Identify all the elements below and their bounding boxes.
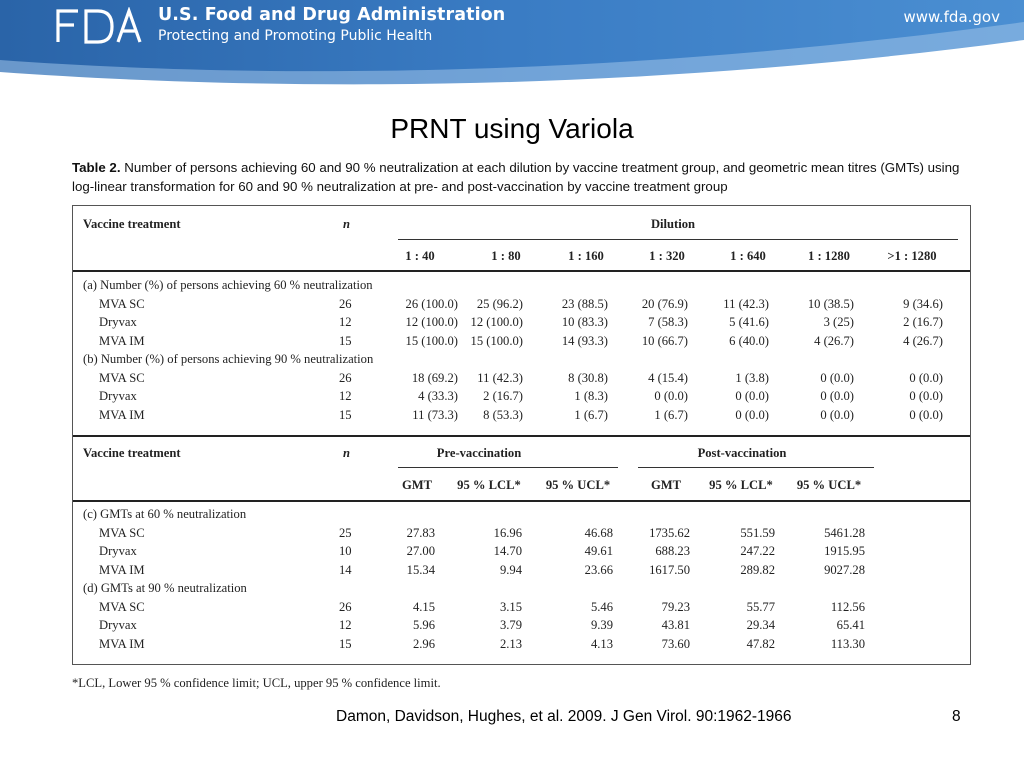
table-cell: 2 (16.7) [903,315,943,329]
table-cell: 1 (6.7) [654,407,688,422]
row-label: Dryvax [99,544,137,558]
table-cell: 1915.95 [824,544,865,558]
table-cell: 43.81 [661,618,690,632]
table-cell: 25 (96.2) [476,296,523,311]
table-cell: 47.82 [746,636,775,651]
row-label: MVA SC [99,525,145,540]
row-n: 26 [339,370,352,385]
table-cell: 9.39 [590,618,613,632]
table-cell: 46.68 [584,525,613,540]
column-header: 95 % LCL* [457,478,521,492]
table-cell: 1 (6.7) [574,407,608,422]
table-cell: 2.13 [499,636,522,651]
table-cell: 12 (100.0) [470,315,523,329]
column-header-vaccine: Vaccine treatment [83,446,181,460]
table-cell: 4.15 [412,599,435,614]
table-caption [72,158,972,196]
column-header: 95 % LCL* [709,478,773,492]
table-cell: 551.59 [740,525,775,540]
table-cell: 4 (15.4) [648,370,688,385]
table-cell: 15 (100.0) [405,333,458,348]
table-cell: 0 (0.0) [909,370,943,385]
table-cell: 65.41 [836,618,865,632]
column-group-dilution: Dilution [650,217,696,231]
table-cell: 1 (3.8) [735,370,769,385]
table-cell: 6 (40.0) [729,333,769,348]
column-header: GMT [401,478,433,492]
table-cell: 0 (0.0) [909,389,943,403]
row-n: 25 [339,525,352,540]
column-header-n: n [343,446,351,460]
column-header: 95 % UCL* [796,478,862,492]
column-group-post: Post-vaccination [697,446,787,460]
row-label: MVA SC [99,296,145,311]
table-cell: 29.34 [746,618,775,632]
column-header: 1 : 640 [730,249,766,263]
post-underline [638,467,874,468]
row-label: Dryvax [99,618,137,632]
row-n: 26 [339,296,352,311]
row-label: MVA IM [99,636,145,651]
table-cell: 14 (93.3) [561,333,608,348]
table-cell: 3 (25) [823,315,854,329]
table-cell: 5.46 [590,599,613,614]
header-banner [0,0,1024,95]
row-label: Dryvax [99,389,137,403]
row-n: 12 [339,389,352,403]
table-cell: 12 (100.0) [405,315,458,329]
dilution-underline [398,239,958,240]
header-rule [73,500,970,502]
row-n: 15 [339,333,352,348]
table-footnote: *LCL, Lower 95 % confidence limit; UCL, upper 95 % confidence limit. [72,676,441,690]
table-cell: 14.70 [493,544,522,558]
table-cell: 23.66 [584,562,613,577]
row-n: 26 [339,599,352,614]
table-cell: 11 (73.3) [412,407,458,422]
table-cell: 0 (0.0) [654,389,688,403]
table-cell: 1617.50 [649,562,690,577]
table-cell: 15 (100.0) [470,333,523,348]
data-table [72,205,971,665]
table-cell: 2.96 [412,636,435,651]
table-cell: 10 (83.3) [561,315,608,329]
table-cell: 73.60 [661,636,690,651]
row-label: MVA SC [99,370,145,385]
table-cell: 2 (16.7) [483,389,523,403]
banner-background [0,0,1024,95]
row-n: 14 [339,562,352,577]
table-cell: 11 (42.3) [477,370,523,385]
row-label: MVA IM [99,333,145,348]
section-label: (a) Number (%) of persons achieving 60 % neutralization [83,278,373,292]
table-cell: 9 (34.6) [903,296,943,311]
column-header: 1 : 1280 [808,249,850,263]
table-cell: 112.56 [830,599,865,614]
table-cell: 55.77 [746,599,775,614]
citation: Damon, Davidson, Hughes, et al. 2009. J Gen Virol. 90:1962-1966 [336,708,792,725]
row-label: MVA IM [99,407,145,422]
table-cell: 0 (0.0) [820,370,854,385]
section-label: (c) GMTs at 60 % neutralization [83,507,247,521]
column-group-pre: Pre-vaccination [436,446,522,460]
table-cell: 10 (66.7) [641,333,688,348]
agency-tagline: Protecting and Promoting Public Health [158,28,433,44]
column-header: 1 : 80 [491,249,521,263]
table-cell: 27.83 [406,525,435,540]
row-n: 15 [339,407,352,422]
table-cell: 49.61 [584,544,613,558]
column-header: 1 : 160 [568,249,604,263]
site-url[interactable]: www.fda.gov [903,8,1000,26]
table-cell: 27.00 [406,544,435,558]
fda-logo [54,7,146,45]
row-n: 12 [339,315,352,329]
table-cell: 113.30 [830,636,865,651]
table-cell: 247.22 [740,544,775,558]
row-label: Dryvax [99,315,137,329]
table-cell: 11 (42.3) [723,296,769,311]
table-cell: 5.96 [412,618,435,632]
table-cell: 1 (8.3) [574,389,608,403]
table-cell: 0 (0.0) [735,389,769,403]
table-cell: 3.15 [499,599,522,614]
table-cell: 4.13 [590,636,613,651]
pre-underline [398,467,618,468]
table-cell: 18 (69.2) [411,370,458,385]
table-cell: 5 (41.6) [729,315,769,329]
column-header-vaccine: Vaccine treatment [83,217,181,231]
table-cell: 0 (0.0) [909,407,943,422]
table-cell: 1735.62 [649,525,690,540]
table-cell: 10 (38.5) [807,296,854,311]
header-rule [73,270,970,272]
caption-label: Table 2. [72,160,121,175]
section-label: (b) Number (%) of persons achieving 90 % neutralization [83,352,374,366]
column-header: 95 % UCL* [545,478,611,492]
column-header: 1 : 40 [405,249,435,263]
column-header: 1 : 320 [649,249,685,263]
table-cell: 79.23 [661,599,690,614]
table-cell: 0 (0.0) [820,407,854,422]
column-header: GMT [650,478,682,492]
table-cell: 9.94 [499,562,522,577]
table-cell: 8 (30.8) [568,370,608,385]
row-n: 10 [339,544,352,558]
table-cell: 4 (26.7) [903,333,943,348]
table-cell: 0 (0.0) [735,407,769,422]
caption-text: Number of persons achieving 60 and 90 % neutralization at each dilution by vaccine treatment group, and geometric mean titres (GMTs) using log-linear transformation for 60 and 90 % neutralization at pre- and post-vaccination by vaccine treatment group [72,160,960,194]
table-cell: 23 (88.5) [561,296,608,311]
table-cell: 16.96 [493,525,522,540]
page-number: 8 [952,708,961,725]
table-cell: 4 (26.7) [814,333,854,348]
column-header: >1 : 1280 [887,249,937,263]
row-label: MVA IM [99,562,145,577]
row-n: 15 [339,636,352,651]
row-n: 12 [339,618,352,632]
section-label: (d) GMTs at 90 % neutralization [83,581,247,595]
agency-name: U.S. Food and Drug Administration [158,5,506,25]
table-cell: 15.34 [406,562,435,577]
table-cell: 7 (58.3) [648,315,688,329]
table-cell: 0 (0.0) [820,389,854,403]
table-cell: 26 (100.0) [405,296,458,311]
table-cell: 8 (53.3) [483,407,523,422]
table-divider [73,435,970,437]
slide-title: PRNT using Variola [390,113,634,144]
table-cell: 688.23 [655,544,690,558]
row-label: MVA SC [99,599,145,614]
table-cell: 9027.28 [824,562,865,577]
table-cell: 20 (76.9) [641,296,688,311]
column-header-n: n [343,217,351,231]
table-cell: 4 (33.3) [418,389,458,403]
table-cell: 5461.28 [824,525,865,540]
table-cell: 3.79 [499,618,522,632]
table-cell: 289.82 [740,562,775,577]
